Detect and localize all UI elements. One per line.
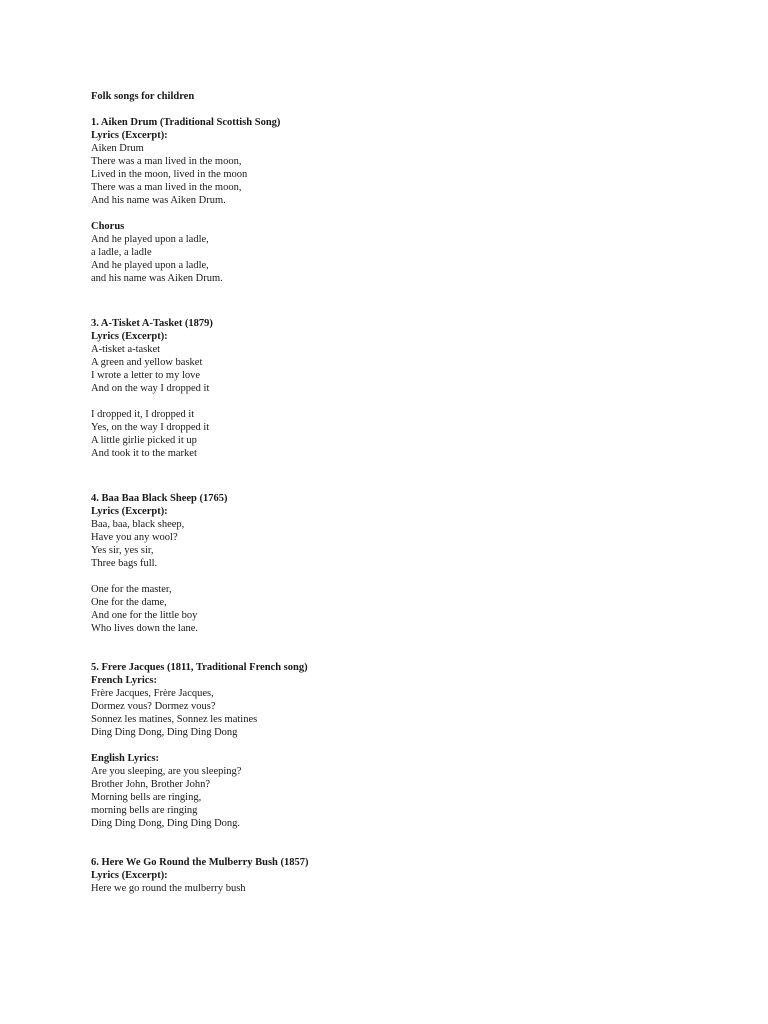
lyric-line: I wrote a letter to my love xyxy=(91,370,201,381)
lyric-line: And one for the little boy xyxy=(91,610,198,621)
lyric-line: Sonnez les matines, Sonnez les matines xyxy=(91,714,258,725)
document-title: Folk songs for children xyxy=(91,91,195,102)
lyric-line: Aiken Drum xyxy=(91,143,144,154)
song-title: 5. Frere Jacques (1811, Traditional French song) xyxy=(91,662,308,673)
song-mulberry-bush xyxy=(91,856,691,895)
lyric-line: A-tisket a-tasket xyxy=(91,344,161,355)
lyric-line: Brother John, Brother John? xyxy=(91,779,210,790)
lyric-line: And on the way I dropped it xyxy=(91,383,210,394)
lyric-line: Baa, baa, black sheep, xyxy=(91,519,185,530)
lyric-line: And took it to the market xyxy=(91,448,197,459)
lyric-line: A little girlie picked it up xyxy=(91,435,197,446)
lyric-line: And his name was Aiken Drum. xyxy=(91,195,226,206)
lyric-line: Are you sleeping, are you sleeping? xyxy=(91,766,242,777)
lyric-line: and his name was Aiken Drum. xyxy=(91,273,223,284)
lyric-line: Ding Ding Dong, Ding Ding Dong xyxy=(91,727,238,738)
lyric-line: And he played upon a ladle, xyxy=(91,234,209,245)
lyric-line: One for the master, xyxy=(91,584,172,595)
lyric-line: One for the dame, xyxy=(91,597,167,608)
lyric-line: Frère Jacques, Frère Jacques, xyxy=(91,688,214,699)
lyrics-label: Lyrics (Excerpt): xyxy=(91,331,168,342)
song-frere-jacques xyxy=(91,661,691,830)
song-title: 1. Aiken Drum (Traditional Scottish Song) xyxy=(91,117,281,128)
lyric-line: And he played upon a ladle, xyxy=(91,260,209,271)
lyric-line: Three bags full. xyxy=(91,558,158,569)
lyric-line: Here we go round the mulberry bush xyxy=(91,883,246,894)
song-title: 3. A-Tisket A-Tasket (1879) xyxy=(91,318,213,329)
lyric-line: Dormez vous? Dormez vous? xyxy=(91,701,216,712)
song-aiken-drum xyxy=(91,116,691,285)
lyric-line: Morning bells are ringing, xyxy=(91,792,202,803)
chorus-heading: Chorus xyxy=(91,221,125,232)
song-title: 4. Baa Baa Black Sheep (1765) xyxy=(91,493,228,504)
lyric-line: morning bells are ringing xyxy=(91,805,198,816)
lyric-line: There was a man lived in the moon, xyxy=(91,156,242,167)
french-lyrics-label: French Lyrics: xyxy=(91,675,158,686)
song-a-tisket-a-tasket xyxy=(91,317,691,460)
lyric-line: A green and yellow basket xyxy=(91,357,203,368)
english-lyrics-label: English Lyrics: xyxy=(91,753,159,764)
lyric-line: I dropped it, I dropped it xyxy=(91,409,195,420)
lyric-line: There was a man lived in the moon, xyxy=(91,182,242,193)
document-body xyxy=(91,90,691,895)
lyrics-label: Lyrics (Excerpt): xyxy=(91,506,168,517)
lyrics-label: Lyrics (Excerpt): xyxy=(91,130,168,141)
lyric-line: Have you any wool? xyxy=(91,532,178,543)
lyric-line: a ladle, a ladle xyxy=(91,247,152,258)
lyrics-label: Lyrics (Excerpt): xyxy=(91,870,168,881)
lyric-line: Ding Ding Dong, Ding Ding Dong. xyxy=(91,818,241,829)
lyric-line: Yes, on the way I dropped it xyxy=(91,422,210,433)
lyric-line: Yes sir, yes sir, xyxy=(91,545,154,556)
song-title: 6. Here We Go Round the Mulberry Bush (1857) xyxy=(91,857,309,868)
lyric-line: Who lives down the lane. xyxy=(91,623,199,634)
song-baa-baa-black-sheep xyxy=(91,492,691,635)
lyric-line: Lived in the moon, lived in the moon xyxy=(91,169,248,180)
